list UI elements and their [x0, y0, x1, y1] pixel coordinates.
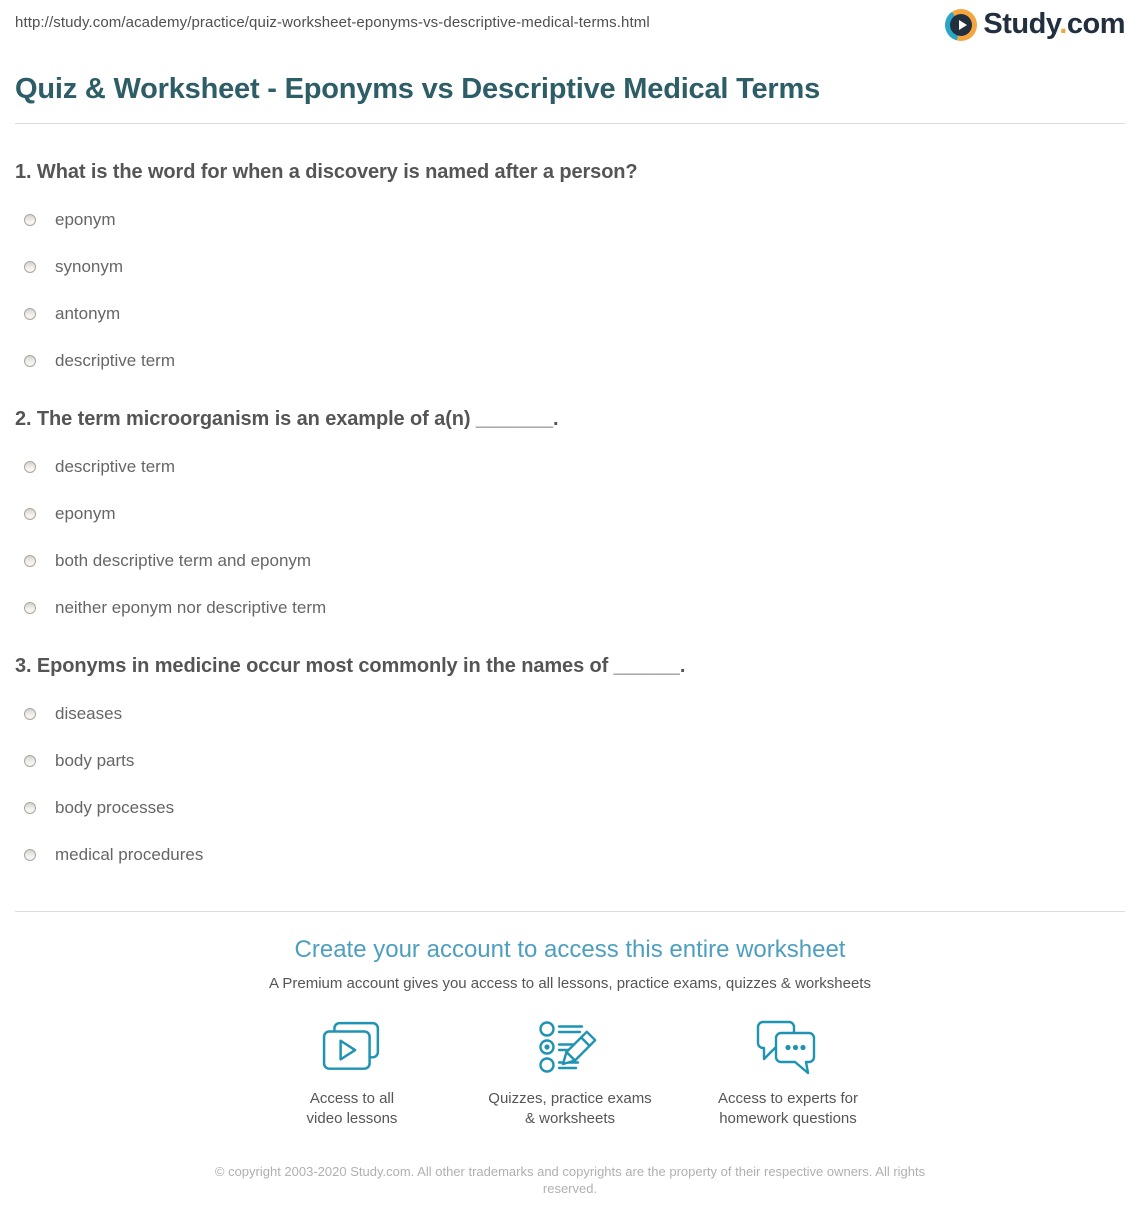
play-icon [959, 20, 967, 30]
radio-button[interactable] [24, 755, 36, 767]
quizzes-worksheets-icon [461, 1020, 679, 1080]
question-2-options [15, 457, 1125, 618]
option-label[interactable]: diseases [55, 704, 123, 723]
cta-section [15, 936, 1125, 1129]
studycom-logo-text: Study.com [983, 8, 1125, 40]
option-label[interactable]: synonym [55, 257, 124, 276]
question-1-options [15, 210, 1125, 371]
video-lessons-icon [243, 1020, 461, 1080]
radio-button[interactable] [24, 555, 36, 567]
feature-label: Quizzes, practice exams & worksheets [488, 1090, 652, 1127]
radio-button[interactable] [24, 261, 36, 273]
option-label[interactable]: descriptive term [55, 351, 175, 370]
question-3-options [15, 704, 1125, 865]
studycom-logo[interactable] [945, 8, 1125, 41]
option-row[interactable] [15, 845, 1125, 865]
option-label[interactable]: both descriptive term and eponym [55, 551, 312, 570]
radio-button[interactable] [24, 461, 36, 473]
feature-expert-help [679, 1020, 897, 1129]
option-row[interactable] [15, 551, 1125, 571]
option-label[interactable]: body parts [55, 751, 135, 770]
feature-label: Access to all video lessons [306, 1090, 398, 1127]
page-header [15, 8, 1125, 41]
copyright-notice: © copyright 2003-2020 Study.com. All other trademarks and copyrights are the property of their respective owners. All rights reserved. [214, 1164, 926, 1196]
title-divider [15, 123, 1125, 124]
feature-row [15, 1020, 1125, 1129]
radio-button[interactable] [24, 508, 36, 520]
feature-video-lessons [243, 1020, 461, 1129]
radio-button[interactable] [24, 355, 36, 367]
radio-button[interactable] [24, 308, 36, 320]
cta-divider [15, 911, 1125, 912]
option-row[interactable] [15, 351, 1125, 371]
question-3-text: 3. Eponyms in medicine occur most commonly in the names of ______. [15, 655, 686, 677]
option-label[interactable]: body processes [55, 798, 175, 817]
radio-button[interactable] [24, 602, 36, 614]
experts-chat-icon [679, 1020, 897, 1080]
feature-label: Access to experts for homework questions [717, 1090, 859, 1127]
option-label[interactable]: medical procedures [55, 845, 204, 864]
page-url: http://study.com/academy/practice/quiz-worksheet-eponyms-vs-descriptive-medical-terms.html [15, 14, 650, 31]
option-row[interactable] [15, 504, 1125, 524]
option-row[interactable] [15, 457, 1125, 477]
premium-account-subtext: A Premium account gives you access to all lessons, practice exams, quizzes & worksheets [269, 975, 871, 992]
option-row[interactable] [15, 210, 1125, 230]
option-label[interactable]: eponym [55, 210, 116, 229]
option-label[interactable]: antonym [55, 304, 121, 323]
radio-button[interactable] [24, 708, 36, 720]
option-row[interactable] [15, 304, 1125, 324]
option-row[interactable] [15, 798, 1125, 818]
radio-button[interactable] [24, 214, 36, 226]
studycom-logo-icon [945, 9, 977, 41]
question-2 [15, 408, 1125, 618]
page-title: Quiz & Worksheet - Eponyms vs Descriptive Medical Terms [15, 73, 821, 105]
create-account-link[interactable]: Create your account to access this entire worksheet [294, 936, 846, 963]
option-label[interactable]: eponym [55, 504, 116, 523]
question-1-text: 1. What is the word for when a discovery is named after a person? [15, 161, 638, 183]
feature-quizzes-worksheets [461, 1020, 679, 1129]
option-row[interactable] [15, 751, 1125, 771]
question-2-text: 2. The term microorganism is an example of a(n) _______. [15, 408, 559, 430]
option-row[interactable] [15, 598, 1125, 618]
radio-button[interactable] [24, 802, 36, 814]
question-3 [15, 655, 1125, 865]
option-label[interactable]: descriptive term [55, 457, 175, 476]
question-1 [15, 161, 1125, 371]
option-row[interactable] [15, 257, 1125, 277]
radio-button[interactable] [24, 849, 36, 861]
option-label[interactable]: neither eponym nor descriptive term [55, 598, 327, 617]
option-row[interactable] [15, 704, 1125, 724]
